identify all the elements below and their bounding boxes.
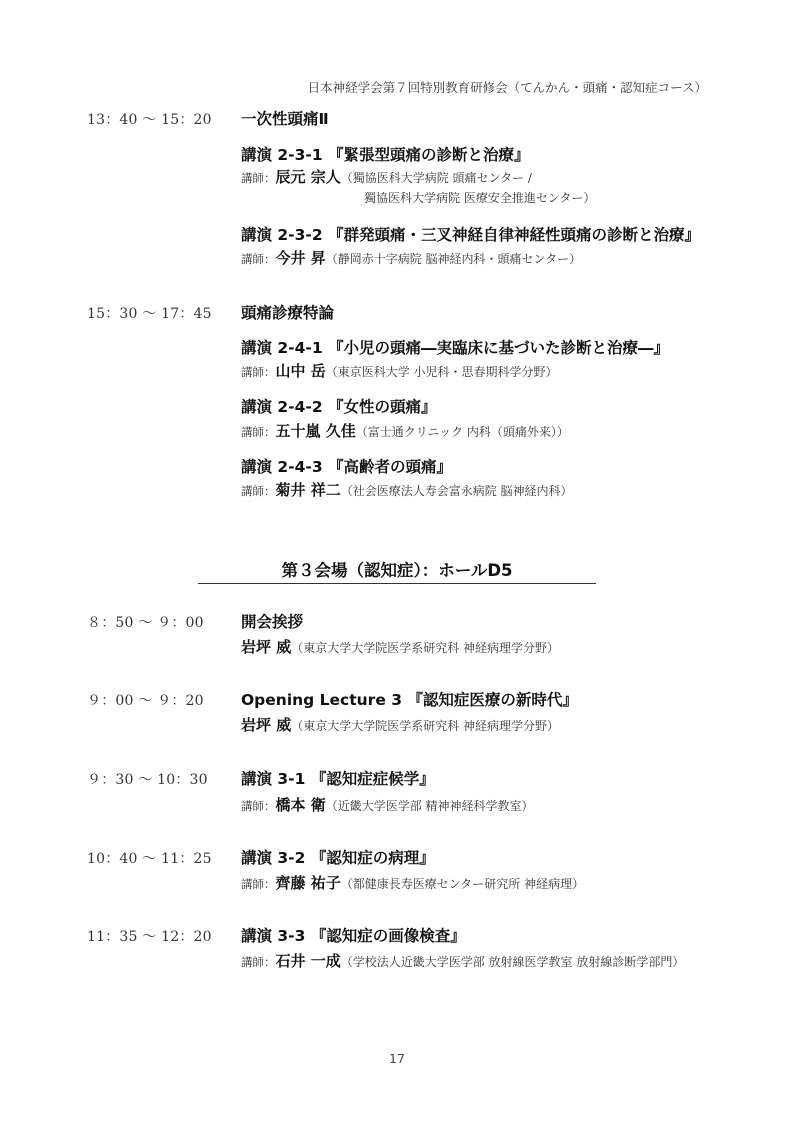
speaker-affiliation: （社会医療法人寿会富永病院 脳神経内科） — [340, 484, 573, 498]
session-time: 13：40 〜 15：20 — [87, 112, 212, 128]
speaker-name: 菊井 祥二 — [275, 481, 341, 499]
speaker-affiliation: （近畿大学医学部 精神神経科学教室） — [325, 799, 534, 813]
session-time: ９：00 〜 ９：20 — [87, 693, 204, 709]
speaker-name: 岩坪 威 — [241, 716, 292, 734]
session-title: 一次性頭痛Ⅱ — [241, 110, 329, 128]
speaker-name: 辰元 宗人 — [275, 168, 341, 186]
speaker-line — [241, 872, 584, 893]
speaker-name: 齊藤 祐子 — [275, 874, 341, 892]
speaker-affiliation: （都健康長寿医療センター研究所 神経病理） — [340, 877, 585, 891]
session-title: 頭痛診療特論 — [241, 304, 335, 322]
lecture-title: 講演 2-4-1 『小児の頭痛―実臨床に基づいた診断と治療―』 — [241, 339, 670, 357]
session-time: ９：30 〜 10：30 — [87, 772, 208, 788]
speaker-line — [241, 360, 558, 381]
lecture-title: 講演 2-4-2 『女性の頭痛』 — [241, 398, 437, 416]
lecture-title: 講演 2-3-1 『緊張型頭痛の診断と治療』 — [241, 146, 530, 164]
speaker-line — [241, 479, 573, 500]
session-title: 講演 3-1 『認知症症候学』 — [241, 770, 435, 788]
session-time: 15：30 〜 17：45 — [87, 306, 212, 322]
speaker-affiliation: （東京大学大学院医学系研究科 神経病理学分野） — [291, 719, 560, 733]
speaker-label: 講師： — [241, 252, 276, 266]
speaker-affiliation: （富士通クリニック 内科（頭痛外来）） — [355, 425, 569, 439]
speaker-name: 今井 昇 — [275, 249, 326, 267]
session-time: 10：40 〜 11：25 — [87, 851, 212, 867]
speaker-affiliation: （学校法人近畿大学医学部 放射線医学教室 放射線診断学部門） — [340, 955, 685, 969]
speaker-affiliation-continued: 獨協医科大学病院 医療安全推進センター） — [364, 191, 596, 205]
speaker-name: 山中 岳 — [275, 362, 326, 380]
speaker-line — [241, 166, 532, 187]
speaker-line — [241, 420, 569, 441]
speaker-affiliation: （静岡赤十字病院 脳神経内科・頭痛センター） — [325, 252, 582, 266]
session-time: 11：35 〜 12：20 — [87, 929, 212, 945]
speaker-line — [241, 714, 559, 735]
session-title: 開会挨拶 — [241, 613, 304, 631]
speaker-name: 石井 一成 — [275, 952, 341, 970]
speaker-label: 講師： — [241, 955, 276, 969]
speaker-label: 講師： — [241, 425, 276, 439]
running-header: 日本神経学会第７回特別教育研修会（てんかん・頭痛・認知症コース） — [307, 80, 707, 95]
page-number: 17 — [389, 1051, 405, 1066]
speaker-line — [241, 247, 581, 268]
speaker-label: 講師： — [241, 877, 276, 891]
speaker-affiliation: （東京医科大学 小児科・思春期科学分野） — [325, 365, 558, 379]
speaker-affiliation: （獨協医科大学病院 頭痛センター / — [340, 171, 532, 185]
speaker-label: 講師： — [241, 365, 276, 379]
speaker-line — [241, 636, 559, 657]
lecture-title: 講演 2-4-3 『高齢者の頭痛』 — [241, 458, 453, 476]
speaker-label: 講師： — [241, 484, 276, 498]
section-rule — [198, 583, 596, 584]
session-title: 講演 3-2 『認知症の病理』 — [241, 849, 435, 867]
speaker-label: 講師： — [241, 171, 276, 185]
lecture-title: 講演 2-3-2 『群発頭痛・三叉神経自律神経性頭痛の診断と治療』 — [241, 226, 701, 244]
speaker-name: 五十嵐 久佳 — [275, 422, 356, 440]
speaker-affiliation: （東京大学大学院医学系研究科 神経病理学分野） — [291, 641, 560, 655]
speaker-label: 講師： — [241, 799, 276, 813]
session-title: Opening Lecture 3 『認知症医療の新時代』 — [241, 691, 578, 709]
section-heading: 第３会場（認知症）：ホールD5 — [281, 561, 513, 580]
speaker-name: 橋本 衛 — [275, 796, 326, 814]
session-time: ８：50 〜 ９：00 — [87, 615, 204, 631]
speaker-line — [241, 950, 684, 971]
speaker-name: 岩坪 威 — [241, 638, 292, 656]
speaker-line — [241, 794, 534, 815]
session-title: 講演 3-3 『認知症の画像検査』 — [241, 927, 466, 945]
